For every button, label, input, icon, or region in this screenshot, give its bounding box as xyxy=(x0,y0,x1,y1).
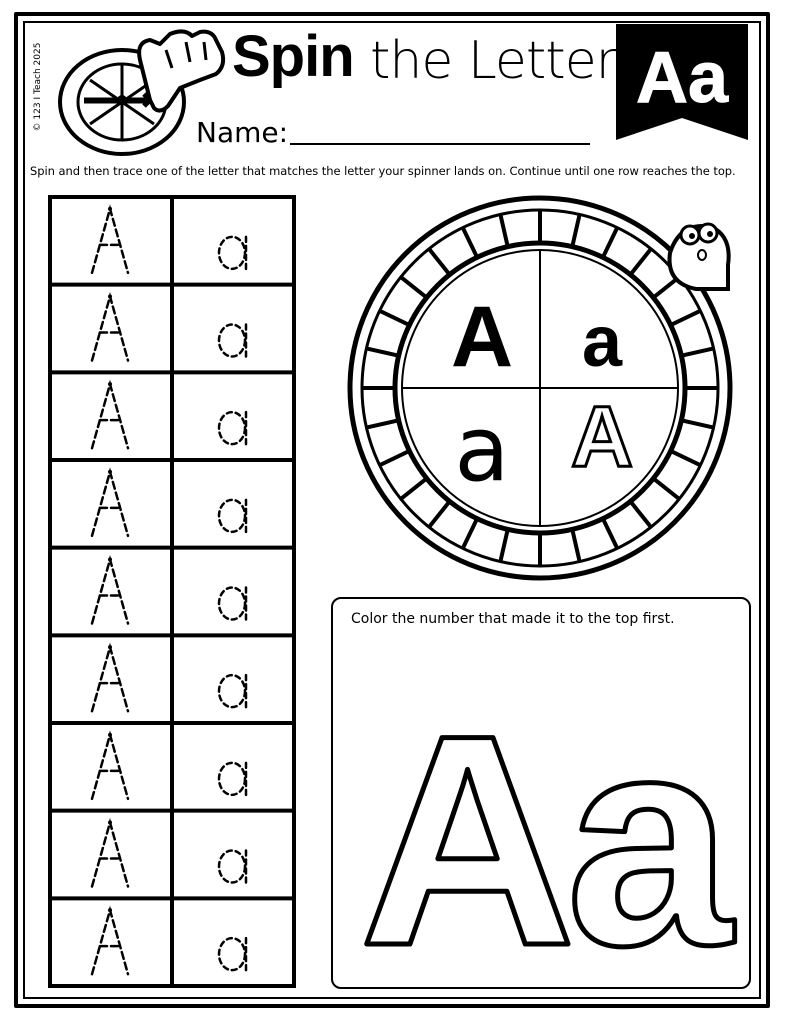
copyright-text: © 123 I Teach 2025 xyxy=(33,42,43,132)
name-input-line[interactable] xyxy=(290,143,590,145)
trace-start-dot xyxy=(108,645,112,649)
trace-start-dot xyxy=(108,470,112,474)
letter-badge xyxy=(612,22,752,142)
bubble-letters[interactable]: Aa xyxy=(359,672,723,987)
trace-start-dot xyxy=(108,908,112,912)
title-bold: Spin xyxy=(232,24,354,89)
badge-letters: Aa xyxy=(635,38,729,118)
spinner-letter: a xyxy=(581,302,623,382)
spinner-letter: a xyxy=(454,397,510,502)
instructions-text: Spin and then trace one of the letter that matches the letter your spinner lands on. Continue until one row reaches the top. xyxy=(30,164,736,178)
letter-character-icon xyxy=(670,224,729,289)
spinner-letter: A xyxy=(570,389,634,485)
trace-start-dot xyxy=(108,207,112,211)
trace-start-dot xyxy=(108,295,112,299)
trace-start-dot xyxy=(108,382,112,386)
name-label: Name: xyxy=(196,116,289,149)
spinner-letter: A xyxy=(450,289,514,385)
trace-start-dot xyxy=(108,558,112,562)
spinner-wheel xyxy=(340,193,740,583)
tracing-grid xyxy=(48,195,296,988)
trace-start-dot xyxy=(108,821,112,825)
color-box xyxy=(331,597,751,989)
trace-start-dot xyxy=(108,733,112,737)
color-instruction: Color the number that made it to the top first. xyxy=(351,611,675,627)
title-rest: the Letter xyxy=(370,31,617,91)
